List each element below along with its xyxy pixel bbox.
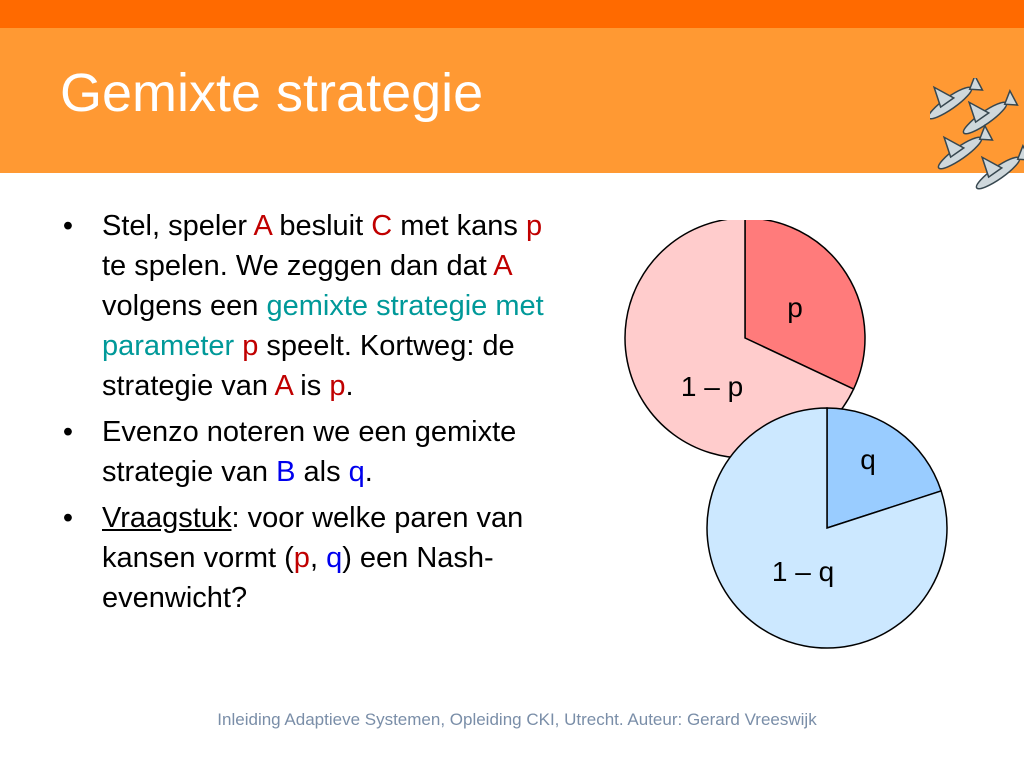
player-b: B (276, 456, 296, 488)
param-q: q (348, 456, 365, 488)
term-mixed-strategy: gemixte strategie met parameter (102, 290, 544, 362)
bullet-item-question (58, 498, 558, 618)
bullet-text: volgens een (102, 290, 267, 322)
bullet-marker: • (62, 502, 74, 534)
pie-label-p-1: 1 – p (680, 371, 744, 402)
player-a: A (493, 250, 512, 282)
param-p: p (525, 210, 543, 242)
bullet-text: is (292, 370, 330, 402)
bullet-item-mixed-strategy-B (58, 412, 558, 492)
pie-charts (600, 220, 980, 660)
bullet-text: te spelen. We zeggen dan dat (102, 250, 494, 282)
bullet-text: besluit (271, 210, 372, 242)
bullet-marker: • (62, 210, 74, 242)
pie-chart-q (707, 408, 947, 648)
bullet-text: . (364, 456, 373, 488)
bullet-list (58, 206, 558, 624)
slide-title: Gemixte strategie (60, 63, 484, 123)
bullet-text: met kans (392, 210, 526, 242)
param-p: p (329, 370, 346, 402)
player-a: A (253, 210, 272, 242)
bullet-text: , (309, 542, 327, 574)
pie-label-q-0: q (860, 444, 876, 475)
bullet-text: speelt. Kortweg: de strategie van (102, 330, 515, 402)
bullet-item-mixed-strategy-A (58, 206, 558, 406)
action-c: C (371, 210, 393, 242)
pie-label-p-0: p (787, 292, 803, 323)
bullet-text: . (345, 370, 354, 402)
param-p: p (242, 330, 259, 362)
bullet-text: Evenzo noteren we een gemixte strategie van (102, 416, 517, 488)
param-p: p (293, 542, 310, 574)
param-q: q (326, 542, 343, 574)
flying-fish-logo-icon (930, 78, 1024, 208)
bullet-text: als (295, 456, 349, 488)
question-label: Vraagstuk (102, 502, 232, 534)
bullet-text: Stel, speler (102, 210, 254, 242)
bullet-marker: • (62, 416, 74, 448)
top-stripe (0, 0, 1024, 28)
footer-credit: Inleiding Adaptieve Systemen, Opleiding CKI, Utrecht. Auteur: Gerard Vreeswijk (217, 710, 817, 729)
bullet-text: ) een Nash-evenwicht? (102, 542, 494, 614)
bullet-text: : voor welke paren van kansen vormt ( (102, 502, 524, 574)
pie-label-q-1: 1 – q (771, 556, 835, 587)
player-a: A (274, 370, 293, 402)
